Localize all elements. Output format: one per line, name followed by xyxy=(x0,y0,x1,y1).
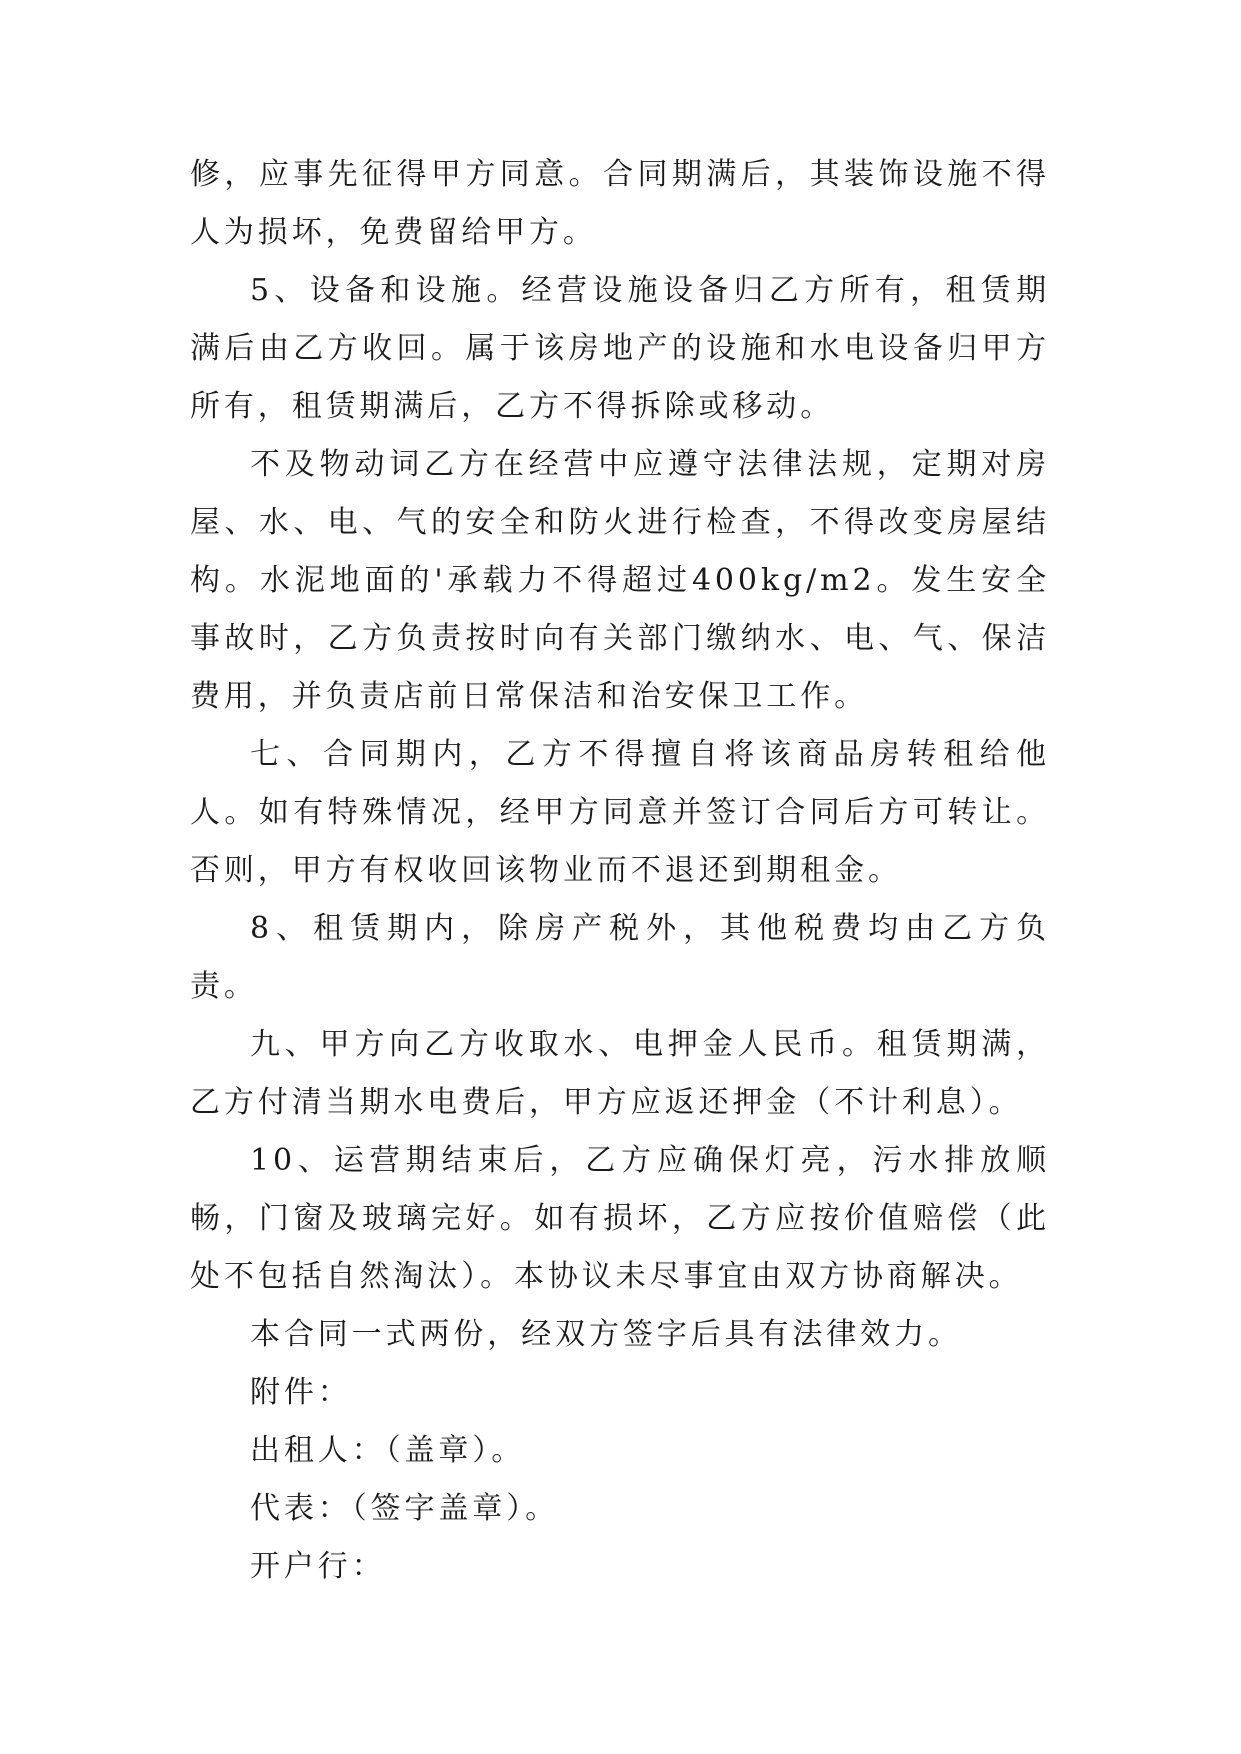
paragraph-safety-obligations: 不及物动词乙方在经营中应遵守法律法规，定期对房屋、水、电、气的安全和防火进行检查，不得改变房屋结构。水泥地面的'承载力不得超过400kg/m2。发生安全事故时，乙方负责按时向有关部门缴纳水、电、气、保洁费用，并负责店前日常保洁和治安保卫工作。 xyxy=(190,447,1050,714)
document-page xyxy=(190,146,1050,1596)
paragraph-copies: 本合同一式两份，经双方签字后具有法律效力。 xyxy=(250,1317,962,1352)
paragraph-equipment-facilities: 5、设备和设施。经营设施设备归乙方所有，租赁期满后由乙方收回。属于该房地产的设施和水电设备归甲方所有，租赁期满后，乙方不得拆除或移动。 xyxy=(190,273,1050,424)
bank-line: 开户行： xyxy=(250,1549,386,1584)
lessor-line: 出租人：（盖章）。 xyxy=(250,1433,526,1468)
paragraph-deposit: 九、甲方向乙方收取水、电押金人民币。租赁期满，乙方付清当期水电费后，甲方应返还押金（不计利息）。 xyxy=(190,1027,1050,1120)
representative-line: 代表：（签字盖章）。 xyxy=(250,1491,559,1526)
paragraph-sublease: 七、合同期内，乙方不得擅自将该商品房转租给他人。如有特殊情况，经甲方同意并签订合同后方可转让。否则，甲方有权收回该物业而不退还到期租金。 xyxy=(190,737,1050,888)
paragraph-taxes: 8、租赁期内，除房产税外，其他税费均由乙方负责。 xyxy=(190,911,1050,1004)
attachment-line: 附件： xyxy=(250,1375,352,1410)
paragraph-end-of-operation: 10、运营期结束后，乙方应确保灯亮，污水排放顺畅，门窗及玻璃完好。如有损坏，乙方应按价值赔偿（此处不包括自然淘汰）。本协议未尽事宜由双方协商解决。 xyxy=(190,1143,1050,1294)
paragraph-continuation: 修，应事先征得甲方同意。合同期满后，其装饰设施不得人为损坏，免费留给甲方。 xyxy=(190,157,1050,250)
